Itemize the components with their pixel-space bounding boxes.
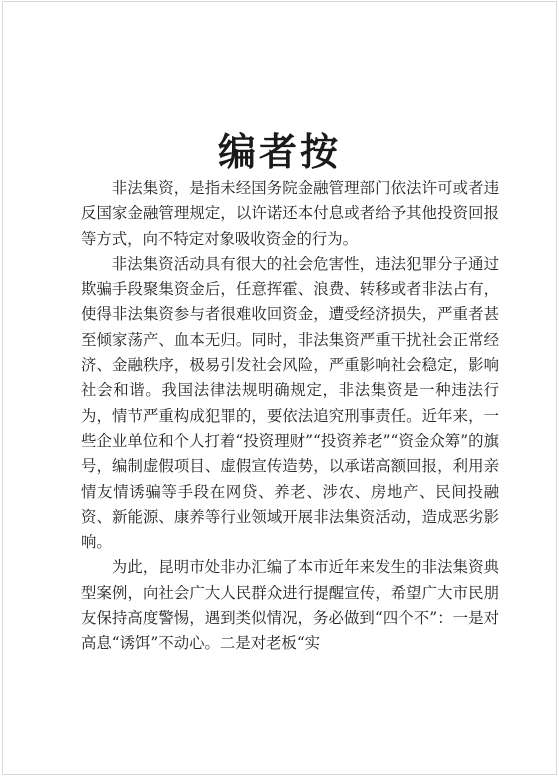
page-title: 编者按 [217, 129, 341, 175]
body-text [81, 176, 499, 657]
paragraph-harm: 非法集资活动具有很大的社会危害性，违法犯罪分子通过欺骗手段聚集资金后，任意挥霍、浪费、转移或者非法占有，使得非法集资参与者很难收回资金，遭受经济损失，严重者甚至倾家荡产、血本无归。同时，非法集资严重干扰社会正常经济、金融秩序，极易引发社会风险，严重影响社会稳定，影响社会和谐。我国法律法规明确规定，非法集资是一种违法行为，情节严重构成犯罪的，要依法追究刑事责任。近年来，一些企业单位和个人打着“投资理财”“投资养老”“资金众筹”的旗号，编制虚假项目、虚假宣传造势，以承诺高额回报，利用亲情友情诱骗等手段在网贷、养老、涉农、房地产、民间投融资、新能源、康养等行业领域开展非法集资活动，造成恶劣影响。 [81, 254, 499, 552]
paragraph-definition: 非法集资，是指未经国务院金融管理部门依法许可或者违反国家金融管理规定，以许诺还本付息或者给予其他投资回报等方式，向不特定对象吸收资金的行为。 [81, 179, 499, 248]
paragraph-purpose: 为此，昆明市处非办汇编了本市近年来发生的非法集资典型案例，向社会广大人民群众进行提醒宣传，希望广大市民朋友保持高度警惕，遇到类似情况，务必做到“四个不”：一是对高息“诱饵”不动心。二是对老板“实 [81, 558, 499, 653]
document-page [3, 2, 556, 774]
